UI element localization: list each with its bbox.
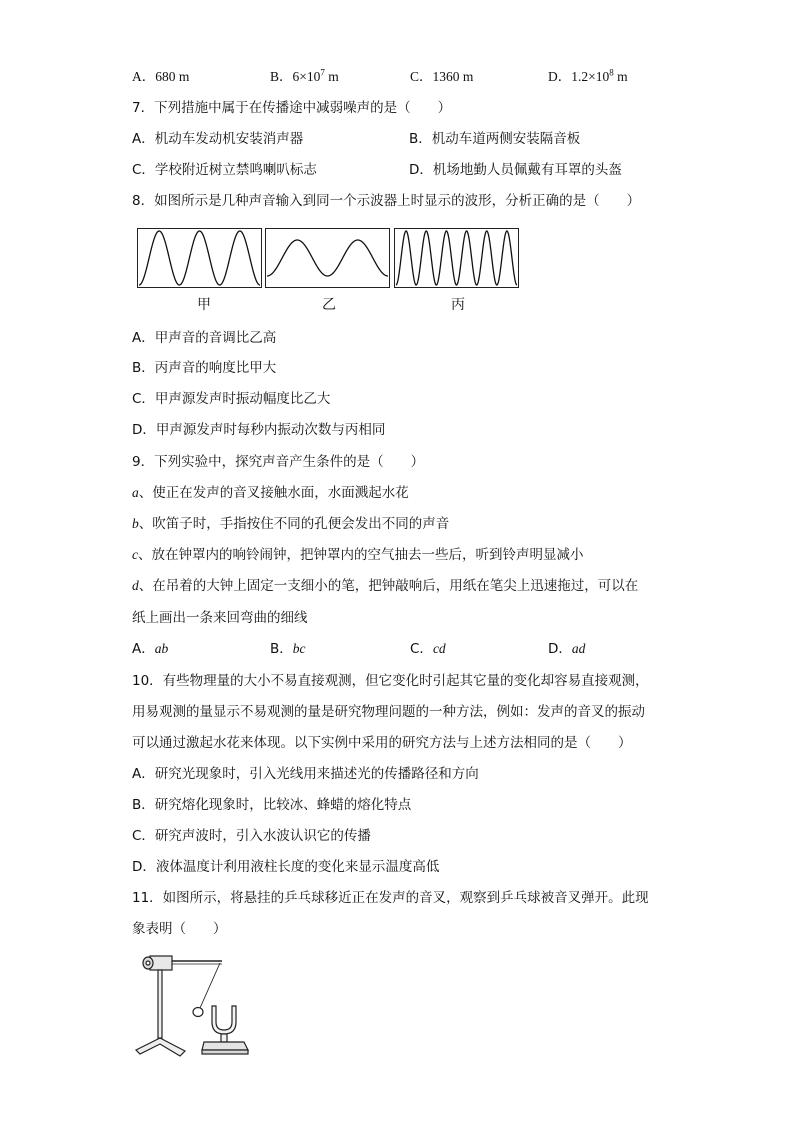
q7-stem: 7．下列措施中属于在传播途中减弱噪声的是（ ） [132,100,452,116]
q9-option-b: B．bc [270,641,306,657]
q9-item-d-continued: 纸上画出一条来回弯曲的细线 [132,610,308,626]
q9-item-c: c、放在钟罩内的响铃闹钟，把钟罩内的空气抽去一些后，听到铃声明显减小 [132,547,584,563]
q8-option-a: A．甲声音的音调比乙高 [132,330,277,346]
q9-item-d: d、在吊着的大钟上固定一支细小的笔，把钟敲响后，用纸在笔尖上迅速拖过，可以在 [132,578,639,594]
waveform-bing [394,228,519,288]
tuning-fork [212,1006,236,1034]
q10-stem-line1: 10．有些物理量的大小不易直接观测，但它变化时引起其它量的变化却容易直接观测， [132,673,649,689]
q11-stem-line1: 11．如图所示，将悬挂的乒乓球移近正在发声的音叉，观察到乒乓球被音叉弹开。此现 [132,890,649,906]
q8-option-b: B．丙声音的响度比甲大 [132,360,277,376]
tuning-fork-pingpong-figure [130,950,265,1062]
q9-item-b: b、吹笛子时，手指按住不同的孔便会发出不同的声音 [132,516,450,532]
q9-item-a: a、使正在发声的音叉接触水面，水面溅起水花 [132,485,409,501]
waveform-yi-curve [267,240,388,276]
pingpong-ball [193,1008,203,1017]
q6-option-a: A．680 m [132,69,190,84]
q6-option-b: B．$6\times 10^7$ m [270,67,339,84]
waveform-label-jia: 甲 [197,297,211,313]
q8-option-d: D．甲声源发声时每秒内振动次数与丙相同 [132,422,386,438]
q6-option-c: C．1360 m [410,69,474,84]
q9-stem: 9．下列实验中，探究声音产生条件的是（ ） [132,454,425,470]
stand-pole [158,970,162,1038]
waveform-label-bing: 丙 [451,297,465,313]
waveform-label-yi: 乙 [322,297,336,313]
q10-option-b: B．研究熔化现象时，比较冰、蜂蜡的熔化特点 [132,797,412,813]
q10-option-a: A．研究光现象时，引入光线用来描述光的传播路径和方向 [132,766,479,782]
waveform-bing-curve [396,231,517,285]
suspension-string [200,963,220,1008]
q9-option-a: A．ab [132,641,169,657]
q6-option-d: D．$1.2\times 10^8$ m [548,67,628,84]
q11-stem-line2: 象表明（ ） [132,921,227,937]
q9-option-c: C．cd [410,641,446,657]
q10-stem-line2: 用易观测的量显示不易观测的量是研究物理问题的一种方法，例如：发声的音叉的振动 [132,704,645,720]
q10-stem-line3: 可以通过激起水花来体现。以下实例中采用的研究方法与上述方法相同的是（ ） [132,735,632,751]
waveform-jia-curve [139,231,260,285]
q7-option-d: D．机场地勤人员佩戴有耳罩的头盔 [409,162,622,178]
stand-base [136,1038,185,1056]
q7-option-a: A．机动车发动机安装消声器 [132,131,304,147]
q10-option-d: D．液体温度计利用液柱长度的变化来显示温度高低 [132,859,440,875]
q9-option-d: D．ad [548,641,586,657]
q7-option-b: B．机动车道两侧安装隔音板 [409,131,581,147]
waveform-yi [265,228,390,288]
tuning-fork-base [202,1042,248,1050]
q8-stem: 8．如图所示是几种声音输入到同一个示波器上时显示的波形，分析正确的是（ ） [132,193,641,209]
q7-option-c: C．学校附近树立禁鸣喇叭标志 [132,162,317,178]
q8-option-c: C．甲声源发声时振动幅度比乙大 [132,391,331,407]
q10-option-c: C．研究声波时，引入水波认识它的传播 [132,828,371,844]
waveform-jia [137,228,262,288]
